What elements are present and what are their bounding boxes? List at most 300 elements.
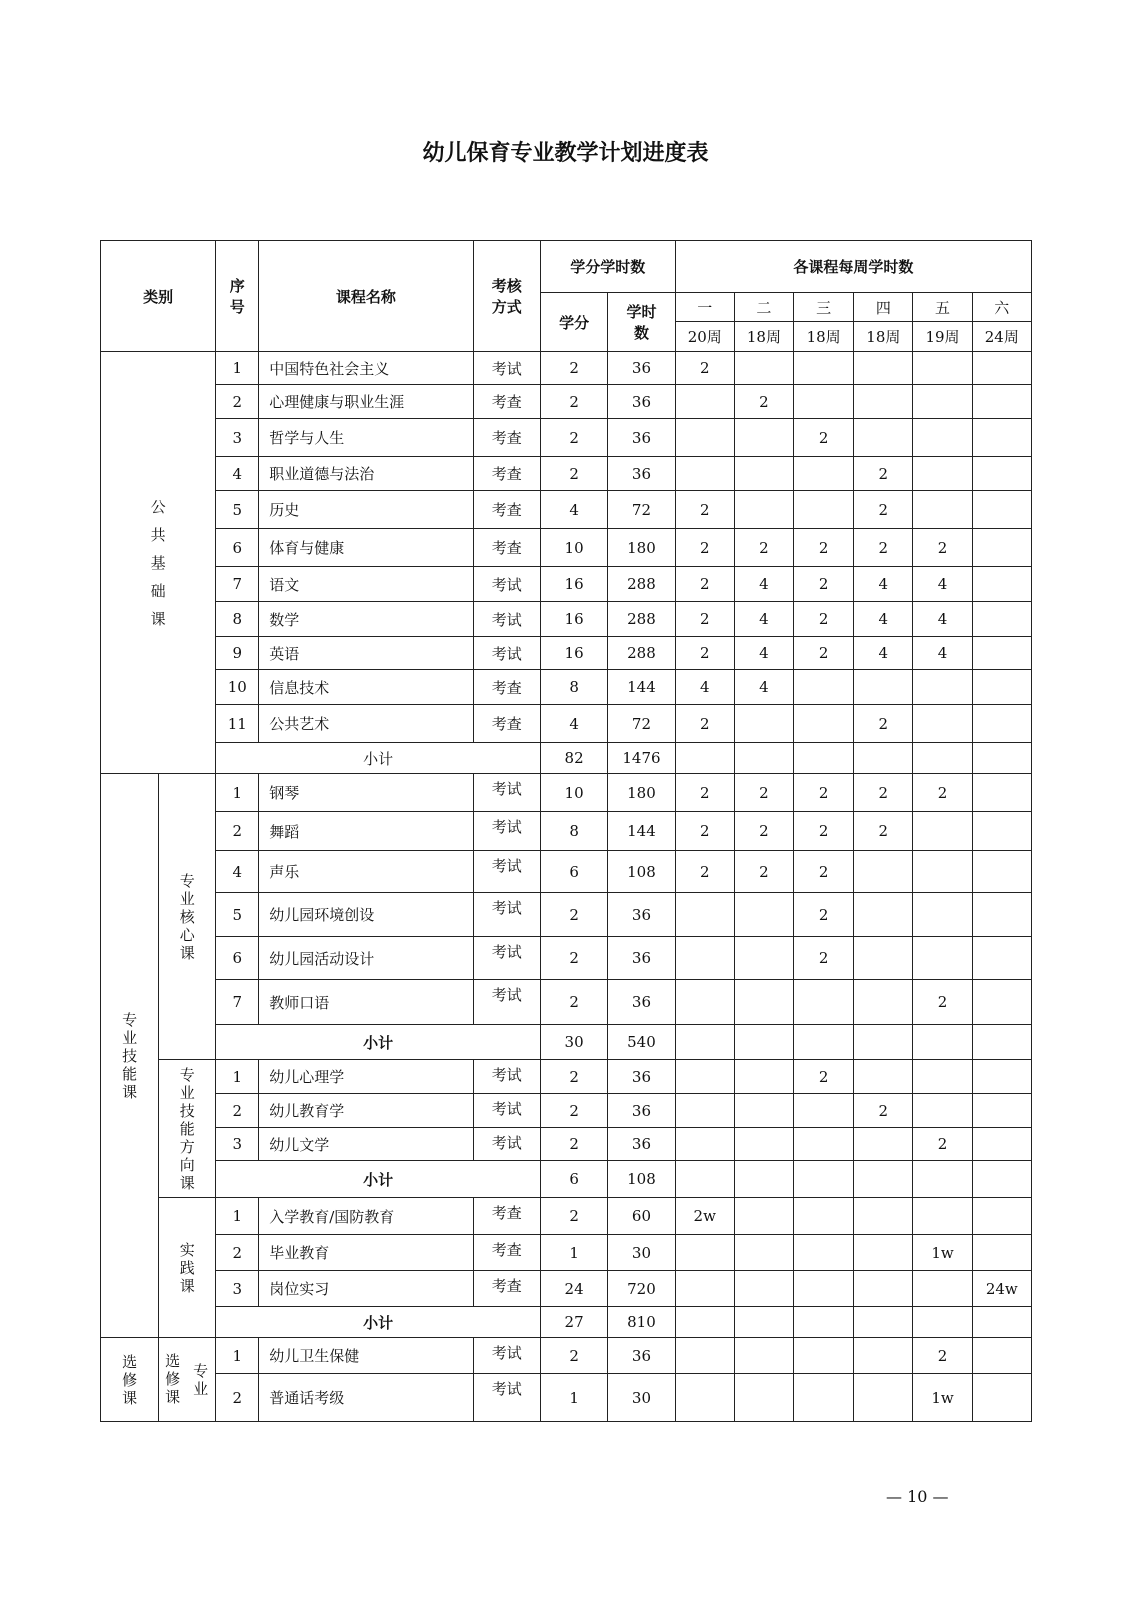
weekly-hours-cell: 2	[794, 529, 854, 567]
exam-method: 考试	[473, 602, 540, 637]
credit-value: 2	[540, 893, 607, 937]
exam-method: 考试	[473, 937, 540, 980]
page-title: 幼儿保育专业教学计划进度表	[422, 141, 709, 166]
weekly-hours-cell	[734, 1198, 793, 1235]
row-number: 3	[216, 1128, 259, 1161]
header-term-weeks: 18周	[794, 322, 854, 352]
weekly-hours-cell	[854, 1128, 913, 1161]
course-name: 哲学与人生	[259, 419, 473, 457]
weekly-hours-cell	[734, 352, 793, 385]
weekly-hours-cell: 2	[854, 705, 913, 743]
row-number: 1	[216, 774, 259, 812]
weekly-hours-cell	[734, 491, 793, 529]
header-exam: 考核 方式	[473, 241, 540, 352]
subtotal-credit: 30	[540, 1025, 607, 1060]
row-number: 2	[216, 1094, 259, 1128]
weekly-hours-cell: 2	[913, 529, 972, 567]
course-row	[101, 774, 1032, 812]
weekly-hours-cell	[734, 980, 793, 1025]
hours-value: 60	[608, 1198, 675, 1235]
weekly-hours-cell	[913, 670, 972, 705]
header-term: 二	[734, 293, 793, 322]
weekly-hours-cell	[972, 1128, 1031, 1161]
hours-value: 36	[608, 385, 675, 419]
weekly-hours-cell: 4	[854, 602, 913, 637]
hours-value: 36	[608, 893, 675, 937]
weekly-hours-cell: 2	[675, 529, 734, 567]
credit-value: 10	[540, 774, 607, 812]
credit-value: 16	[540, 567, 607, 602]
course-row	[101, 419, 1032, 457]
weekly-hours-cell	[854, 1307, 913, 1338]
course-name: 幼儿园环境创设	[259, 893, 473, 937]
weekly-hours-cell	[794, 1271, 854, 1307]
exam-method: 考试	[473, 567, 540, 602]
course-row	[101, 352, 1032, 385]
course-row	[101, 1374, 1032, 1422]
credit-value: 2	[540, 1094, 607, 1128]
weekly-hours-cell	[913, 491, 972, 529]
credit-value: 10	[540, 529, 607, 567]
weekly-hours-cell	[794, 1235, 854, 1271]
weekly-hours-cell	[972, 893, 1031, 937]
header-term-weeks: 18周	[854, 322, 913, 352]
group-elective-sub	[159, 1338, 216, 1422]
weekly-hours-cell	[854, 851, 913, 893]
course-row	[101, 937, 1032, 980]
course-name: 入学教育/国防教育	[259, 1198, 473, 1235]
row-number: 10	[216, 670, 259, 705]
course-name: 幼儿文学	[259, 1128, 473, 1161]
weekly-hours-cell	[972, 491, 1031, 529]
weekly-hours-cell	[675, 385, 734, 419]
weekly-hours-cell: 2	[794, 893, 854, 937]
weekly-hours-cell	[913, 1307, 972, 1338]
header-course: 课程名称	[259, 241, 473, 352]
weekly-hours-cell: 2	[734, 774, 793, 812]
weekly-hours-cell	[854, 419, 913, 457]
weekly-hours-cell	[972, 1094, 1031, 1128]
exam-method: 考试	[473, 1374, 540, 1422]
course-row	[101, 637, 1032, 670]
course-name: 毕业教育	[259, 1235, 473, 1271]
exam-method: 考查	[473, 419, 540, 457]
weekly-hours-cell	[734, 1374, 793, 1422]
course-row	[101, 980, 1032, 1025]
weekly-hours-cell	[794, 352, 854, 385]
weekly-hours-cell	[734, 893, 793, 937]
group-skill-direction: 专 业 技 能 方 向 课	[159, 1060, 216, 1198]
hours-value: 180	[608, 529, 675, 567]
subtotal-label: 小计	[216, 1025, 541, 1060]
weekly-hours-cell: 2	[794, 851, 854, 893]
weekly-hours-cell	[854, 980, 913, 1025]
group-practice-course: 实 践 课	[159, 1198, 216, 1338]
course-name: 数学	[259, 602, 473, 637]
weekly-hours-cell	[972, 1235, 1031, 1271]
course-name: 教师口语	[259, 980, 473, 1025]
course-row	[101, 1338, 1032, 1374]
weekly-hours-cell: 2w	[675, 1198, 734, 1235]
weekly-hours-cell	[972, 1374, 1031, 1422]
subtotal-hours: 540	[608, 1025, 675, 1060]
weekly-hours-cell	[972, 774, 1031, 812]
weekly-hours-cell	[675, 1094, 734, 1128]
weekly-hours-cell	[794, 1128, 854, 1161]
subtotal-row	[101, 1307, 1032, 1338]
weekly-hours-cell	[972, 670, 1031, 705]
weekly-hours-cell: 2	[675, 491, 734, 529]
row-number: 6	[216, 937, 259, 980]
weekly-hours-cell: 2	[794, 812, 854, 851]
weekly-hours-cell	[734, 1235, 793, 1271]
elective-major-label: 专 业	[193, 1362, 209, 1398]
credit-value: 4	[540, 491, 607, 529]
weekly-hours-cell	[854, 670, 913, 705]
exam-method: 考试	[473, 1094, 540, 1128]
weekly-hours-cell	[794, 1025, 854, 1060]
elective-sub-label: 选 修 课	[165, 1352, 181, 1406]
hours-value: 288	[608, 602, 675, 637]
subtotal-label: 小计	[216, 743, 541, 774]
weekly-hours-cell: 2	[734, 385, 793, 419]
weekly-hours-cell	[734, 419, 793, 457]
row-number: 9	[216, 637, 259, 670]
weekly-hours-cell: 2	[675, 352, 734, 385]
weekly-hours-cell	[972, 1161, 1031, 1198]
weekly-hours-cell: 2	[854, 774, 913, 812]
weekly-hours-cell	[794, 670, 854, 705]
course-name: 钢琴	[259, 774, 473, 812]
weekly-hours-cell	[734, 937, 793, 980]
weekly-hours-cell: 4	[734, 602, 793, 637]
course-row	[101, 1094, 1032, 1128]
weekly-hours-cell: 4	[734, 670, 793, 705]
weekly-hours-cell	[854, 937, 913, 980]
course-name: 幼儿卫生保健	[259, 1338, 473, 1374]
hours-value: 36	[608, 352, 675, 385]
weekly-hours-cell	[675, 1060, 734, 1094]
course-row	[101, 567, 1032, 602]
course-name: 心理健康与职业生涯	[259, 385, 473, 419]
exam-method: 考查	[473, 491, 540, 529]
weekly-hours-cell	[972, 937, 1031, 980]
weekly-hours-cell: 1w	[913, 1235, 972, 1271]
exam-method: 考查	[473, 457, 540, 491]
weekly-hours-cell: 2	[794, 937, 854, 980]
weekly-hours-cell: 4	[854, 567, 913, 602]
hours-value: 288	[608, 637, 675, 670]
subtotal-row	[101, 1025, 1032, 1060]
weekly-hours-cell	[734, 1338, 793, 1374]
credit-value: 8	[540, 812, 607, 851]
weekly-hours-cell: 2	[794, 567, 854, 602]
weekly-hours-cell	[675, 1307, 734, 1338]
weekly-hours-cell	[913, 1060, 972, 1094]
weekly-hours-cell	[734, 1271, 793, 1307]
weekly-hours-cell	[794, 1161, 854, 1198]
course-name: 幼儿心理学	[259, 1060, 473, 1094]
course-row	[101, 812, 1032, 851]
weekly-hours-cell: 4	[734, 567, 793, 602]
weekly-hours-cell	[913, 1094, 972, 1128]
hours-value: 36	[608, 1338, 675, 1374]
course-name: 岗位实习	[259, 1271, 473, 1307]
course-row	[101, 385, 1032, 419]
subtotal-credit: 27	[540, 1307, 607, 1338]
weekly-hours-cell: 2	[675, 705, 734, 743]
header-category: 类别	[101, 241, 216, 352]
header-term: 五	[913, 293, 972, 322]
weekly-hours-cell: 2	[675, 602, 734, 637]
credit-value: 2	[540, 352, 607, 385]
weekly-hours-cell	[972, 1060, 1031, 1094]
course-name: 信息技术	[259, 670, 473, 705]
exam-method: 考查	[473, 1235, 540, 1271]
weekly-hours-cell	[913, 937, 972, 980]
weekly-hours-cell	[972, 1307, 1031, 1338]
hours-value: 144	[608, 670, 675, 705]
weekly-hours-cell	[972, 529, 1031, 567]
weekly-hours-cell	[734, 743, 793, 774]
weekly-hours-cell	[675, 1161, 734, 1198]
weekly-hours-cell	[913, 705, 972, 743]
weekly-hours-cell	[794, 980, 854, 1025]
course-name: 中国特色社会主义	[259, 352, 473, 385]
row-number: 1	[216, 1060, 259, 1094]
weekly-hours-cell: 2	[913, 1128, 972, 1161]
weekly-hours-cell	[854, 1235, 913, 1271]
exam-method: 考试	[473, 851, 540, 893]
weekly-hours-cell: 2	[794, 1060, 854, 1094]
weekly-hours-cell	[854, 743, 913, 774]
weekly-hours-cell	[675, 937, 734, 980]
credit-value: 16	[540, 637, 607, 670]
weekly-hours-cell: 2	[734, 812, 793, 851]
weekly-hours-cell	[913, 1025, 972, 1060]
row-number: 3	[216, 419, 259, 457]
weekly-hours-cell: 2	[913, 980, 972, 1025]
weekly-hours-cell	[675, 1025, 734, 1060]
weekly-hours-cell: 4	[854, 637, 913, 670]
course-row	[101, 457, 1032, 491]
weekly-hours-cell	[675, 743, 734, 774]
credit-value: 2	[540, 1338, 607, 1374]
hours-value: 72	[608, 491, 675, 529]
weekly-hours-cell: 2	[734, 851, 793, 893]
weekly-hours-cell	[794, 385, 854, 419]
weekly-hours-cell	[675, 1235, 734, 1271]
course-row	[101, 1060, 1032, 1094]
course-name: 舞蹈	[259, 812, 473, 851]
credit-value: 2	[540, 1128, 607, 1161]
exam-method: 考试	[473, 774, 540, 812]
row-number: 2	[216, 1374, 259, 1422]
group-public-basic: 公 共 基 础 课	[101, 352, 216, 774]
hours-value: 36	[608, 980, 675, 1025]
credit-value: 16	[540, 602, 607, 637]
weekly-hours-cell	[854, 352, 913, 385]
hours-value: 36	[608, 419, 675, 457]
subtotal-label: 小计	[216, 1307, 541, 1338]
row-number: 2	[216, 812, 259, 851]
hours-value: 30	[608, 1235, 675, 1271]
weekly-hours-cell	[734, 457, 793, 491]
hours-value: 108	[608, 851, 675, 893]
weekly-hours-cell: 2	[794, 774, 854, 812]
subtotal-credit: 6	[540, 1161, 607, 1198]
group-elective: 选 修 课	[101, 1338, 159, 1422]
weekly-hours-cell	[972, 385, 1031, 419]
exam-method: 考试	[473, 893, 540, 937]
course-row	[101, 602, 1032, 637]
weekly-hours-cell	[972, 743, 1031, 774]
weekly-hours-cell	[675, 1128, 734, 1161]
row-number: 2	[216, 385, 259, 419]
row-number: 6	[216, 529, 259, 567]
exam-method: 考查	[473, 1271, 540, 1307]
hours-value: 720	[608, 1271, 675, 1307]
weekly-hours-cell	[794, 705, 854, 743]
header-term: 六	[972, 293, 1031, 322]
hours-value: 288	[608, 567, 675, 602]
header-row-1	[101, 241, 1032, 293]
weekly-hours-cell: 24w	[972, 1271, 1031, 1307]
hours-value: 72	[608, 705, 675, 743]
weekly-hours-cell: 4	[913, 567, 972, 602]
row-number: 1	[216, 1198, 259, 1235]
weekly-hours-cell	[913, 1161, 972, 1198]
weekly-hours-cell	[794, 1338, 854, 1374]
hours-value: 36	[608, 457, 675, 491]
weekly-hours-cell	[734, 1307, 793, 1338]
row-number: 1	[216, 352, 259, 385]
header-weekly-group: 各课程每周学时数	[675, 241, 1031, 293]
weekly-hours-cell	[854, 385, 913, 419]
exam-method: 考查	[473, 670, 540, 705]
weekly-hours-cell	[854, 1198, 913, 1235]
subtotal-credit: 82	[540, 743, 607, 774]
weekly-hours-cell	[972, 352, 1031, 385]
credit-value: 2	[540, 1060, 607, 1094]
weekly-hours-cell: 2	[675, 637, 734, 670]
header-term: 一	[675, 293, 734, 322]
group-core-course: 专 业 核 心 课	[159, 774, 216, 1060]
row-number: 2	[216, 1235, 259, 1271]
course-name: 幼儿园活动设计	[259, 937, 473, 980]
exam-method: 考查	[473, 1198, 540, 1235]
credit-value: 6	[540, 851, 607, 893]
exam-method: 考试	[473, 352, 540, 385]
weekly-hours-cell	[675, 1338, 734, 1374]
weekly-hours-cell	[972, 419, 1031, 457]
weekly-hours-cell: 2	[913, 774, 972, 812]
exam-method: 考查	[473, 705, 540, 743]
weekly-hours-cell	[734, 1060, 793, 1094]
weekly-hours-cell	[854, 1374, 913, 1422]
weekly-hours-cell: 2	[675, 851, 734, 893]
credit-value: 2	[540, 385, 607, 419]
header-credit: 学分	[540, 293, 607, 352]
weekly-hours-cell	[794, 457, 854, 491]
hours-value: 36	[608, 1060, 675, 1094]
weekly-hours-cell: 2	[854, 529, 913, 567]
weekly-hours-cell: 4	[675, 670, 734, 705]
hours-value: 36	[608, 1094, 675, 1128]
weekly-hours-cell: 4	[913, 602, 972, 637]
hours-value: 36	[608, 937, 675, 980]
subtotal-hours: 1476	[608, 743, 675, 774]
course-name: 普通话考级	[259, 1374, 473, 1422]
exam-method: 考试	[473, 1128, 540, 1161]
weekly-hours-cell: 4	[734, 637, 793, 670]
weekly-hours-cell	[675, 980, 734, 1025]
row-number: 5	[216, 893, 259, 937]
credit-value: 2	[540, 1198, 607, 1235]
course-name: 语文	[259, 567, 473, 602]
weekly-hours-cell	[854, 1161, 913, 1198]
weekly-hours-cell	[972, 851, 1031, 893]
weekly-hours-cell	[675, 893, 734, 937]
page-number: — 10 —	[886, 1487, 949, 1506]
header-term-weeks: 20周	[675, 322, 734, 352]
weekly-hours-cell	[675, 1374, 734, 1422]
weekly-hours-cell	[913, 1271, 972, 1307]
weekly-hours-cell: 2	[675, 567, 734, 602]
weekly-hours-cell	[913, 851, 972, 893]
course-row	[101, 1128, 1032, 1161]
row-number: 3	[216, 1271, 259, 1307]
weekly-hours-cell	[734, 1094, 793, 1128]
weekly-hours-cell	[972, 457, 1031, 491]
credit-value: 2	[540, 457, 607, 491]
course-name: 职业道德与法治	[259, 457, 473, 491]
row-number: 4	[216, 457, 259, 491]
weekly-hours-cell	[972, 812, 1031, 851]
weekly-hours-cell	[734, 1025, 793, 1060]
exam-method: 考试	[473, 1060, 540, 1094]
subtotal-hours: 810	[608, 1307, 675, 1338]
teaching-plan-table	[100, 240, 1032, 1422]
weekly-hours-cell: 2	[675, 774, 734, 812]
weekly-hours-cell: 2	[794, 602, 854, 637]
weekly-hours-cell: 1w	[913, 1374, 972, 1422]
weekly-hours-cell: 2	[854, 1094, 913, 1128]
header-seq: 序 号	[216, 241, 259, 352]
course-row	[101, 670, 1032, 705]
exam-method: 考试	[473, 812, 540, 851]
weekly-hours-cell	[734, 1128, 793, 1161]
exam-method: 考查	[473, 385, 540, 419]
weekly-hours-cell	[794, 743, 854, 774]
weekly-hours-cell	[794, 1198, 854, 1235]
weekly-hours-cell: 4	[913, 637, 972, 670]
credit-value: 1	[540, 1374, 607, 1422]
weekly-hours-cell	[854, 1060, 913, 1094]
weekly-hours-cell	[913, 812, 972, 851]
weekly-hours-cell	[972, 602, 1031, 637]
weekly-hours-cell	[972, 705, 1031, 743]
weekly-hours-cell	[913, 419, 972, 457]
weekly-hours-cell	[734, 705, 793, 743]
weekly-hours-cell: 2	[794, 419, 854, 457]
header-term-weeks: 19周	[913, 322, 972, 352]
header-credit-group: 学分学时数	[540, 241, 675, 293]
weekly-hours-cell	[794, 1094, 854, 1128]
weekly-hours-cell	[913, 385, 972, 419]
subtotal-label: 小计	[216, 1161, 541, 1198]
hours-value: 144	[608, 812, 675, 851]
